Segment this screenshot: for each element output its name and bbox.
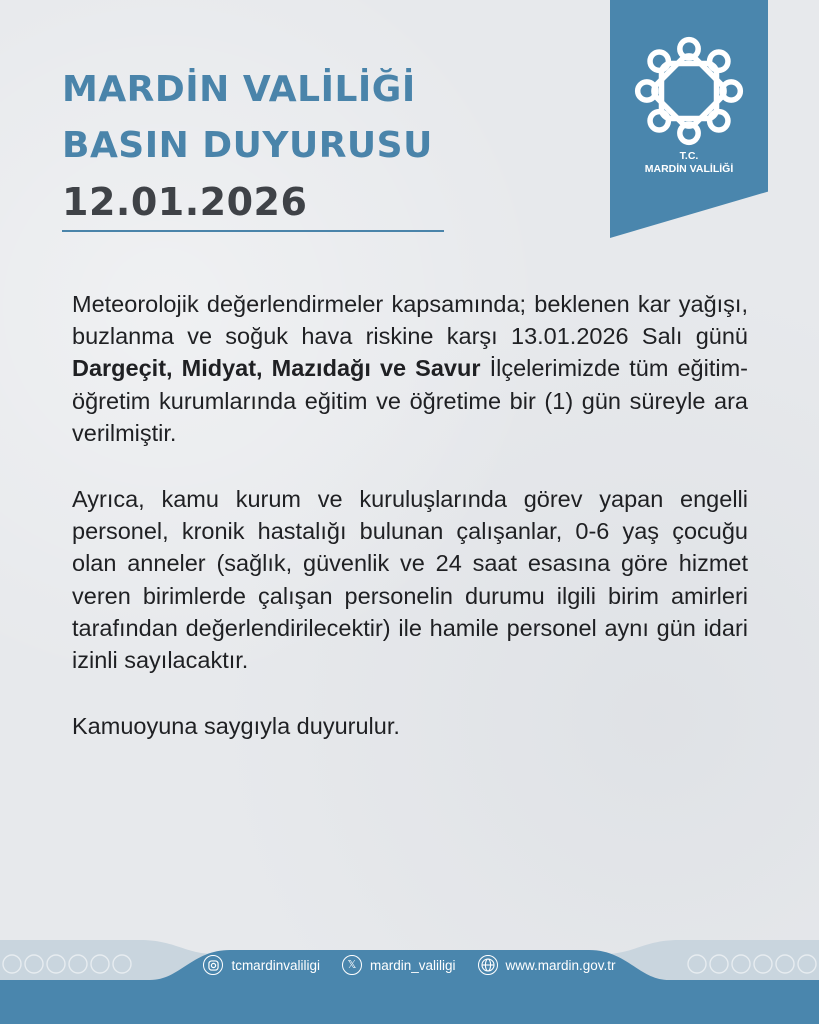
footer-website[interactable] [478, 955, 616, 975]
instagram-icon [203, 955, 223, 975]
footer-x[interactable] [342, 955, 456, 975]
paragraph-1 [72, 288, 748, 449]
footer-social-links [0, 955, 819, 975]
x-handle[interactable]: mardin_valiligi [369, 957, 456, 973]
paragraph-3: Kamuoyuna saygıyla duyurulur. [72, 713, 400, 740]
title-underline [62, 230, 444, 232]
globe-icon [478, 955, 498, 975]
website-url[interactable]: www.mardin.gov.tr [505, 957, 616, 973]
logo-caption-tc: T.C. [679, 150, 699, 162]
paragraph-1-intro: Meteorolojik değerlendirmeler kapsamında; beklenen kar yağışı, buzlanma ve soğuk hava riskine karşı 13.01.2026 Salı günü [72, 291, 748, 350]
announcement-date: 12.01.2026 [62, 180, 308, 224]
title-line-1: MARDİN VALİLİĞİ [62, 69, 416, 110]
x-icon: 𝕏 [342, 955, 362, 975]
page-title [62, 62, 462, 230]
paragraph-1-districts: Dargeçit, Midyat, Mazıdağı ve Savur [72, 355, 481, 382]
instagram-handle[interactable]: tcmardinvaliligi [231, 957, 320, 973]
logo-caption-name: MARDİN VALİLİĞİ [644, 163, 734, 175]
paragraph-2: Ayrıca, kamu kurum ve kuruluşlarında görev yapan engelli personel, kronik hastalığı bulunan çalışanlar, 0-6 yaş çocuğu olan anneler (sağlık, güvenlik ve 24 saat esasına göre hizmet veren birimlerde çalışan personelin durumu ilgili birim amirleri tarafından değerlendirilecektir) ile hamile personel aynı gün idari izinli sayılacaktır. [72, 486, 748, 674]
eight-point-star-emblem-icon [634, 36, 744, 146]
announcement-body [72, 288, 748, 776]
logo-caption [610, 150, 768, 176]
paragraph-1-rest: İlçelerimizde tüm eğitim-öğretim kurumlarında eğitim ve öğretime bir (1) gün süreyle ara verilmiştir. [72, 355, 748, 446]
title-line-2: BASIN DUYURUSU [62, 125, 433, 166]
footer-instagram[interactable] [203, 955, 320, 975]
